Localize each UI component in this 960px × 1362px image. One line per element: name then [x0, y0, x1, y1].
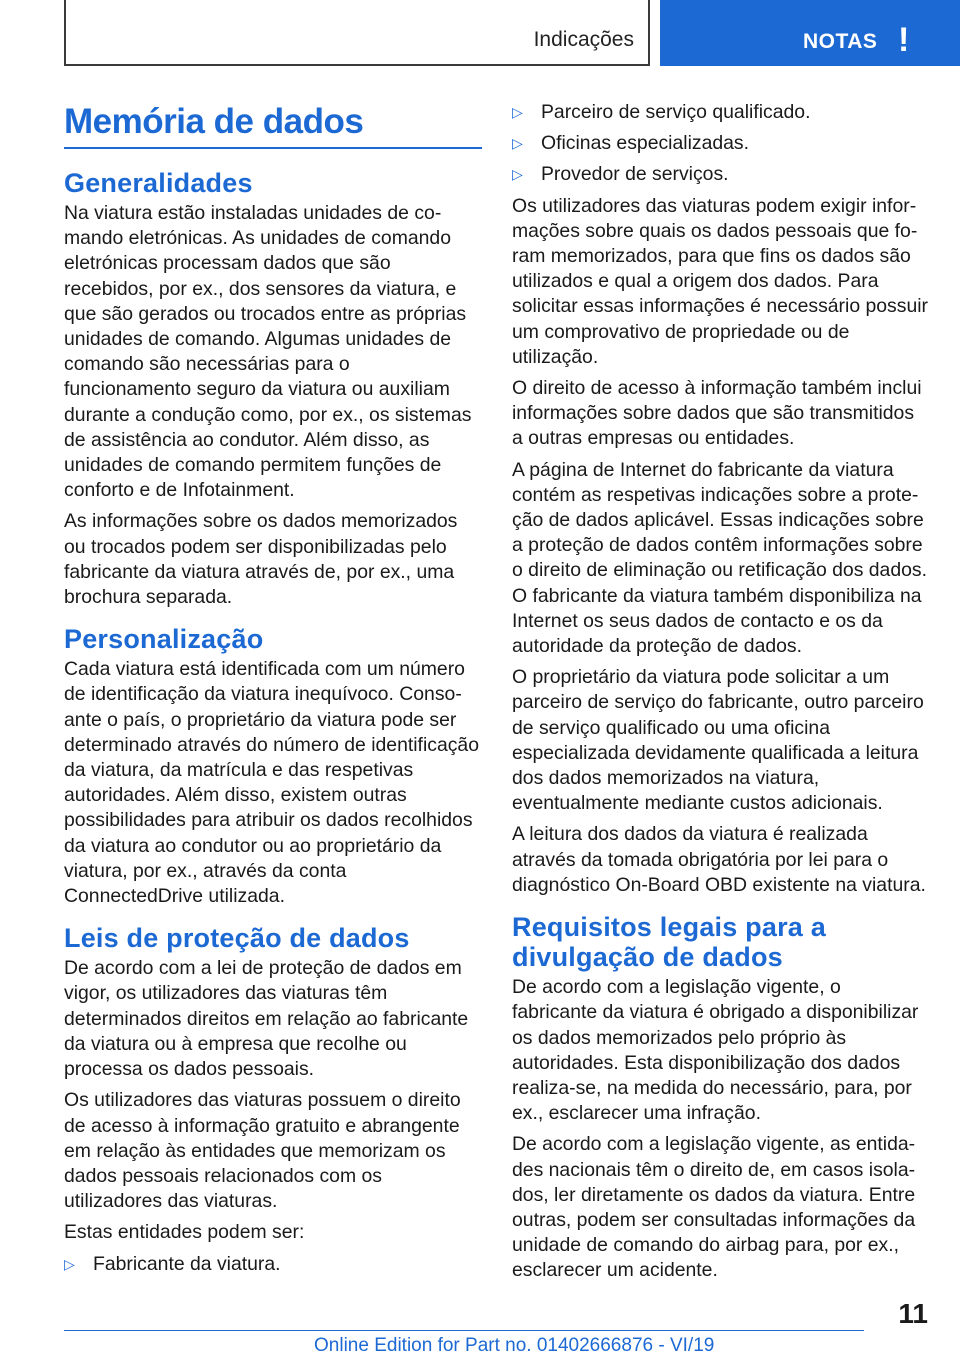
footer-rule — [64, 1330, 864, 1331]
heading-leis: Leis de proteção de dados — [64, 923, 410, 954]
entity-list-continued — [512, 100, 928, 188]
heading-generalidades: Generalidades — [64, 168, 253, 198]
triangle-bullet-icon: ▷ — [64, 1255, 75, 1272]
footer-edition: Online Edition for Part no. 01402666876 - VI/19 — [314, 1335, 715, 1356]
list-item: ▷ Provedor de serviços. — [512, 162, 928, 187]
header-section-label: Indicações — [533, 28, 634, 51]
header-chapter-label: NOTAS — [803, 30, 878, 53]
list-item: ▷ Oficinas especializadas. — [512, 131, 928, 156]
heading-personalizacao: Personalização — [64, 624, 264, 655]
heading-requisitos: Requisitos legais para a divulgação de dados — [512, 912, 826, 973]
paragraph: A página de Internet do fabricante da viatura contém as respetivas indicações sobre a proteção de dados aplicável. Essas indicações sobre a proteção de dados contêm informações sobre o direito de eliminação ou retificação dos dados. O fabricante da viatura também disponibiliza na Internet os seus dados de contacto e os da autoridade da proteção de dados. — [512, 458, 927, 658]
page-number: 11 — [898, 1298, 928, 1329]
paragraph: De acordo com a legislação vigente, o fabricante da viatura é obrigado a disponibilizar os dados memorizados pelo próprio às autoridades. Esta disponibilização dos dados realiza-se, na medida do necessário, para, por ex., esclarecer uma infração. — [512, 976, 919, 1125]
paragraph: De acordo com a lei de proteção de dados em vigor, os utilizadores das viaturas têm determinados direitos em relação ao fabricante da viatura ou à empresa que recolhe ou processa os dados pessoais. — [64, 957, 469, 1081]
header-chapter-box — [660, 0, 960, 66]
page-title: Memória de dados — [64, 102, 364, 141]
right-column — [512, 100, 928, 1290]
triangle-bullet-icon: ▷ — [512, 135, 523, 152]
header-section-box — [64, 0, 650, 66]
paragraph: Os utilizadores das viaturas podem exigir informações sobre quais os dados pessoais que foram memorizados, para que fins os dados são utilizados e qual a origem dos dados. Para solicitar essas informações é necessário possuir um comprovativo de propriedade ou de utilização. — [512, 194, 928, 368]
paragraph: Estas entidades podem ser: — [64, 1221, 305, 1244]
left-column — [64, 168, 482, 1283]
paragraph: De acordo com a legislação vigente, as entidades nacionais têm o direito de, em casos isolados, ler diretamente os dados da viatura. Entre outras, podem ser consultadas informações da unidade de comando do airbag para, por ex., esclarecer um acidente. — [512, 1133, 916, 1282]
list-item: ▷ Parceiro de serviço qualificado. — [512, 100, 928, 125]
exclamation-icon: ! — [898, 21, 910, 59]
list-item: ▷ Fabricante da viatura. — [64, 1252, 482, 1277]
triangle-bullet-icon: ▷ — [512, 104, 523, 120]
paragraph: O direito de acesso à informação também inclui informações sobre dados que são transmitidos a outras empresas ou entidades. — [512, 377, 922, 450]
triangle-bullet-icon: ▷ — [512, 166, 523, 183]
title-rule — [64, 147, 482, 149]
paragraph: Na viatura estão instaladas unidades de comando eletrónicas. As unidades de comando eletrónicas processam dados que são recebidos, por ex., dos sensores da viatura, e que são gerados ou trocados entre as próprias unidades de comando. Algumas unidades de comando são necessárias para o funcionamento seguro da viatura ou auxiliam durante a condução como, por ex., os sistemas de assistência ao condutor. Além disso, as unidades de comando permitem funções de conforto e de Infotainment. — [64, 202, 472, 502]
paragraph: As informações sobre os dados memorizados ou trocados podem ser disponibilizadas pelo fabricante da viatura através de, por ex., uma brochura separada. — [64, 510, 458, 609]
paragraph: A leitura dos dados da viatura é realizada através da tomada obrigatória por lei para o diagnóstico On-Board OBD existente na viatura. — [512, 823, 926, 896]
paragraph: Cada viatura está identificada com um número de identificação da viatura inequívoco. Consoante o país, o proprietário da viatura pode ser determinado através do número de identificação da viatura, da matrícula e das respetivas autoridades. Além disso, existem outras possibilidades para atribuir os dados recolhidos da viatura ao condutor ou ao proprietário da viatura, por ex., através da conta ConnectedDrive utilizada. — [64, 658, 479, 908]
paragraph: Os utilizadores das viaturas possuem o direito de acesso à informação gratuito e abrangente em relação às entidades que memorizam os dados pessoais relacionados com os utilizadores das viaturas. — [64, 1089, 461, 1213]
paragraph: O proprietário da viatura pode solicitar a um parceiro de serviço do fabricante, outro parceiro de serviço qualificado ou uma oficina especializada devidamente qualificada a leitura dos dados memorizados na viatura, eventualmente mediante custos adicionais. — [512, 666, 924, 815]
entity-list — [64, 1252, 482, 1277]
